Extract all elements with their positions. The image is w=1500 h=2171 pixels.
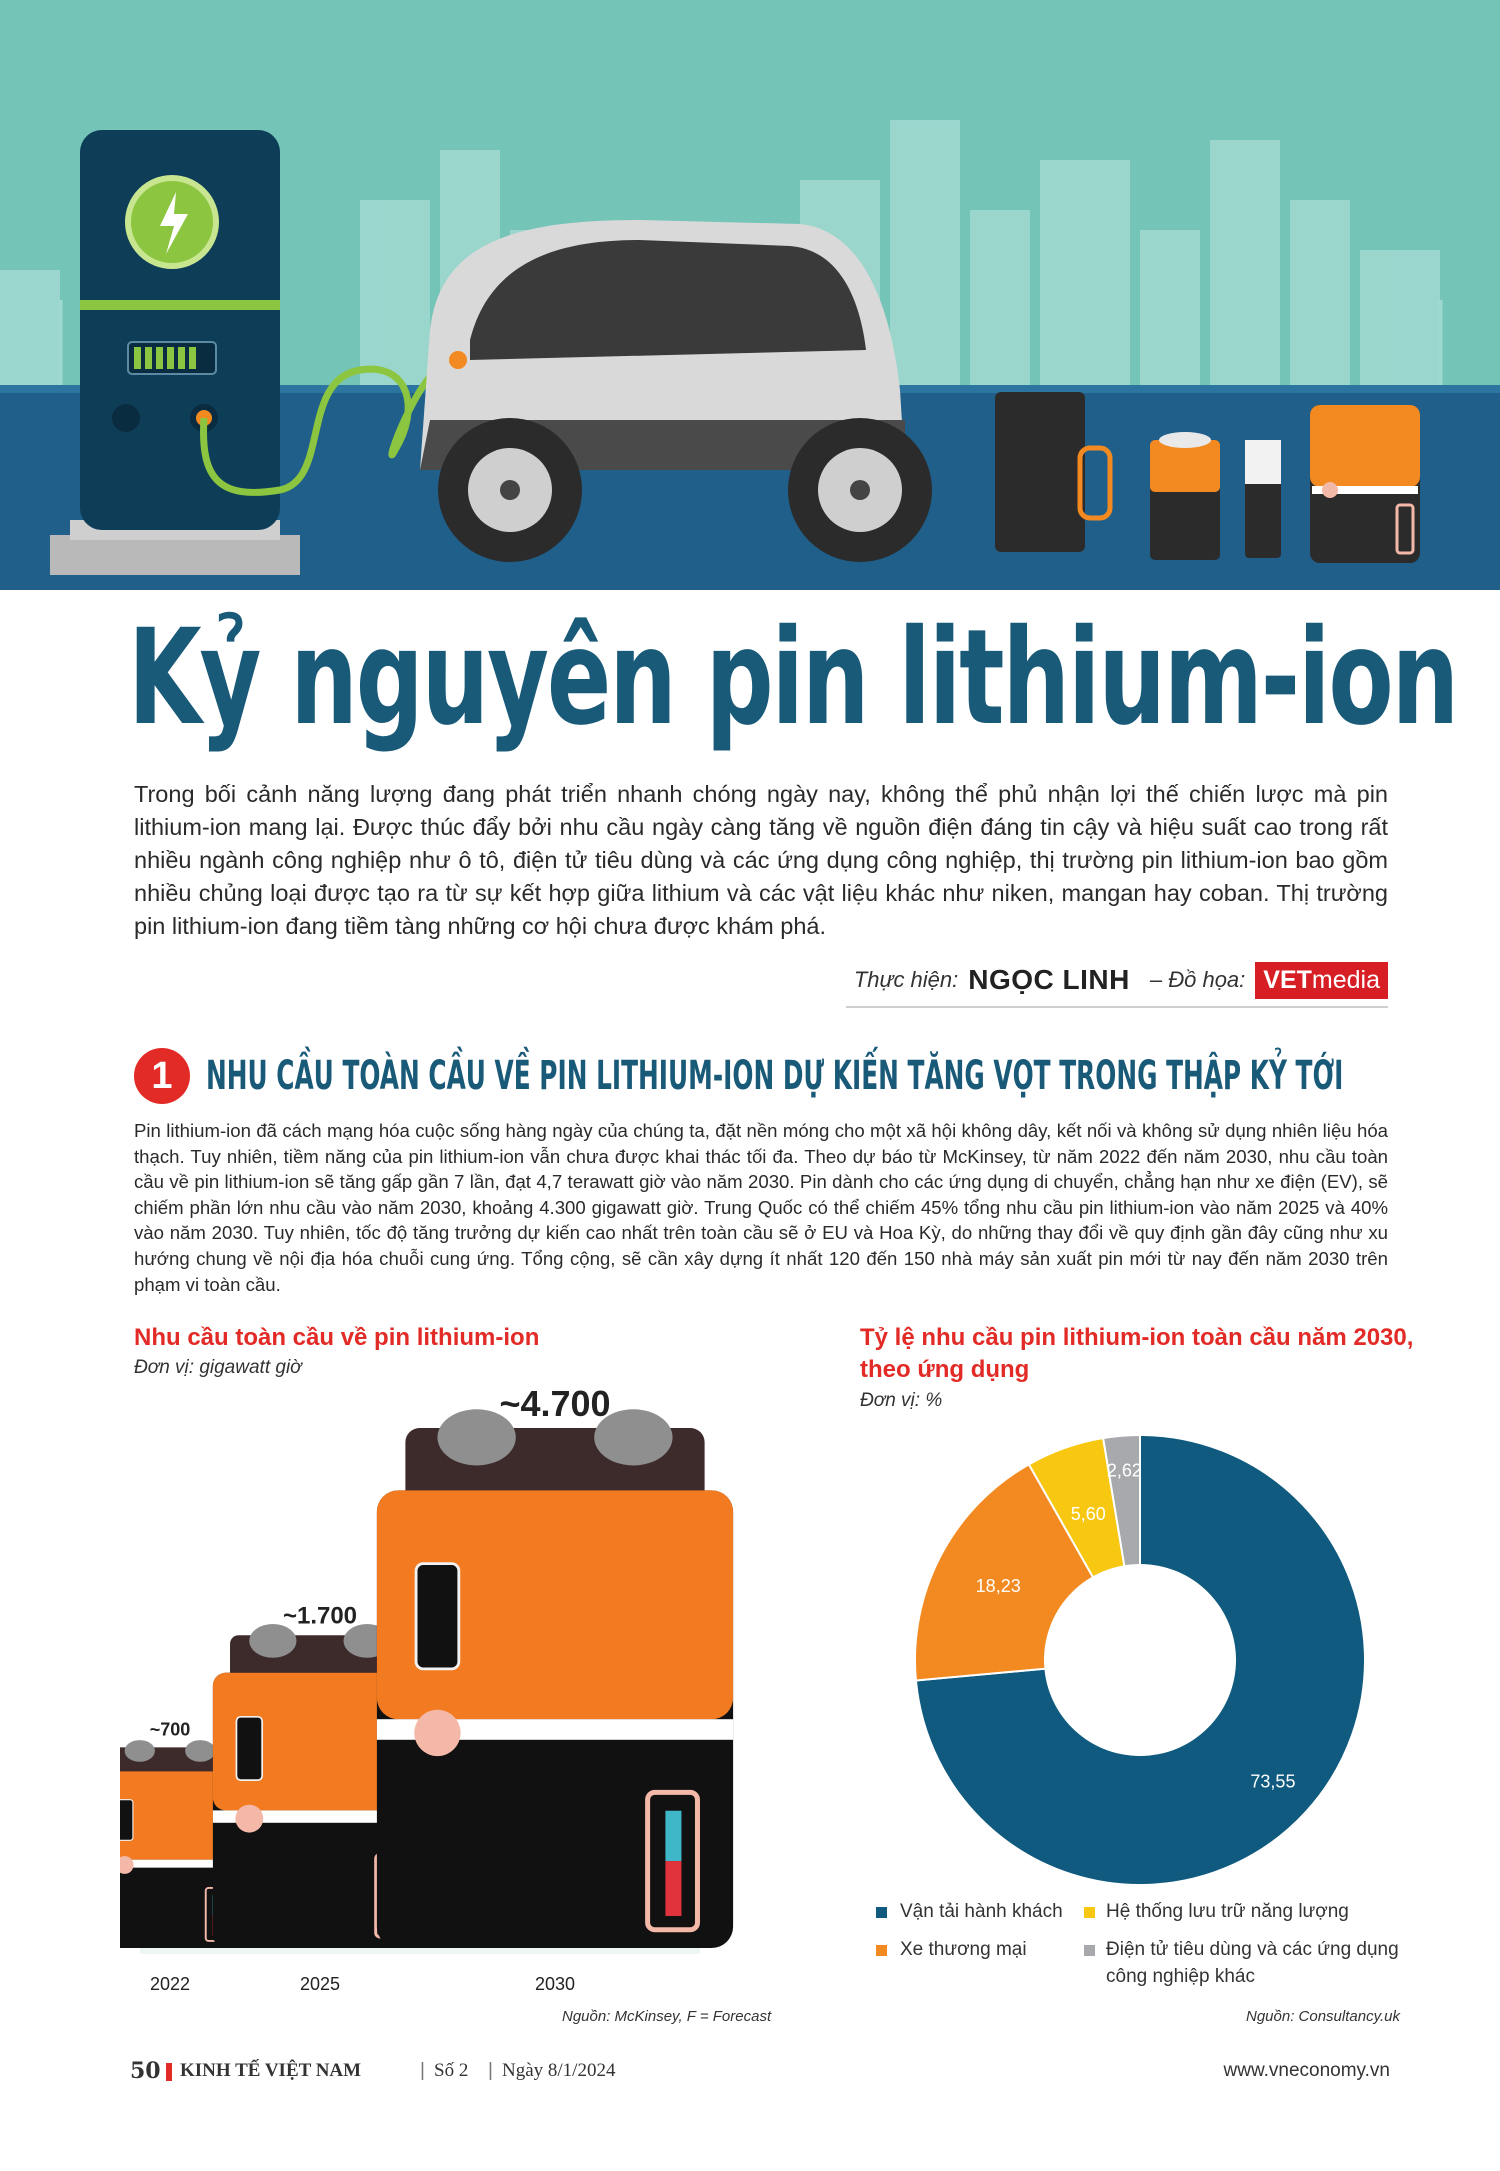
legend-label-electronics-line1: Điện tử tiêu dùng và các ứng dụng [1106, 1939, 1399, 1960]
credits-divider [846, 1006, 1388, 1008]
author-label: Thực hiện: [853, 967, 959, 992]
magazine-name: KINH TẾ VIỆT NAM [180, 2060, 362, 2081]
bar-chart-source: Nguồn: McKinsey, F = Forecast [562, 2008, 772, 2025]
donut-data-label: 2,62 [1106, 1460, 1142, 1481]
legend-label-passenger: Vận tải hành khách [900, 1901, 1063, 1922]
issue-date: Ngày 8/1/2024 [502, 2060, 616, 2081]
credits [854, 958, 1388, 1002]
issue-number: Số 2 [434, 2060, 469, 2081]
bar-category-label: 2022 [149, 1974, 191, 1994]
donut-chart-unit: Đơn vị: % [860, 1390, 943, 1411]
page-title: Kỷ nguyên pin lithium-ion [128, 601, 1458, 755]
donut-chart [900, 1420, 1380, 1900]
bar-data-label: ~1.700 [282, 1602, 358, 1630]
legend-swatch-commercial [876, 1945, 887, 1956]
bar-category-label: 2030 [534, 1974, 576, 1994]
page-number: 50 [130, 2058, 161, 2084]
footer-separator: | [488, 2060, 493, 2081]
donut-data-label: 18,23 [975, 1575, 1021, 1596]
section-number-badge: 1 [134, 1048, 190, 1104]
bar-data-label: ~700 [149, 1719, 191, 1740]
legend-label-commercial: Xe thương mại [900, 1939, 1027, 1960]
footer-separator: | [420, 2060, 425, 2081]
section-title: NHU CẦU TOÀN CẦU VỀ PIN LITHIUM-ION DỰ KIẾN TĂNG VỌT TRONG THẬP KỶ TỚI [206, 1053, 1344, 1099]
author-name: NGỌC LINH [968, 964, 1130, 995]
hero-illustration [0, 0, 1500, 590]
legend-swatch-electronics [1084, 1945, 1095, 1956]
page-footer [130, 2058, 1390, 2088]
vetmedia-logo-light: media [1311, 965, 1380, 994]
bar-battery-2030 [377, 1409, 733, 1948]
donut-data-label: 5,60 [1070, 1503, 1106, 1524]
legend-swatch-storage [1084, 1907, 1095, 1918]
section-body: Pin lithium-ion đã cách mạng hóa cuộc sống hàng ngày của chúng ta, đặt nền móng cho một xã hội không dây, kết nối và không sử dụng nhiên liệu hóa thạch. Tuy nhiên, tiềm năng của pin lithium-ion vẫn chưa được khai thác tối đa. Theo dự báo từ McKinsey, từ năm 2022 đến năm 2030, nhu cầu toàn cầu về pin lithium-ion sẽ tăng gấp gần 7 lần, đạt 4,7 terawatt giờ vào năm 2030. Pin dành cho các ứng dụng di chuyển, chẳng hạn như xe điện (EV), sẽ chiếm phần lớn nhu cầu vào năm 2030, khoảng 4.300 gigawatt giờ. Trung Quốc có thể chiếm 45% tổng nhu cầu pin lithium-ion vào năm 2025 và 40% vào năm 2030. Tuy nhiên, tốc độ tăng trưởng dự kiến cao nhất trên toàn cầu sẽ ở EU và Hoa Kỳ, do những thay đổi về quy định gần đây cũng như xu hướng chung về nội địa hóa chuỗi cung ứng. Tổng cộng, sẽ cần xây dựng ít nhất 120 đến 150 nhà máy sản xuất pin mới từ nay đến năm 2030 trên phạm vi toàn cầu. [134, 1120, 1388, 1295]
bar-chart-title: Nhu cầu toàn cầu về pin lithium-ion [134, 1324, 540, 1351]
bar-category-label: 2025 [299, 1974, 341, 1994]
bar-data-label: ~4.700 [499, 1383, 611, 1424]
donut-chart-source: Nguồn: Consultancy.uk [1246, 2008, 1400, 2025]
donut-chart-title-line2: theo ứng dụng [860, 1356, 1030, 1383]
legend-label-electronics-line2: công nghiệp khác [1106, 1966, 1255, 1987]
legend-label-storage: Hệ thống lưu trữ năng lượng [1106, 1901, 1349, 1922]
graphics-label: – Đồ họa: [1149, 967, 1246, 992]
bar-chart [120, 1380, 800, 2000]
intro-paragraph: Trong bối cảnh năng lượng đang phát triển nhanh chóng ngày nay, không thể phủ nhận lợi thế chiến lược mà pin lithium-ion mang lại. Được thúc đẩy bởi nhu cầu ngày càng tăng về nguồn điện đáng tin cậy và hiệu suất cao trong rất nhiều ngành công nghiệp như ô tô, điện tử tiêu dùng và các ứng dụng công nghiệp, thị trường pin lithium-ion bao gồm nhiều chủng loại được tạo ra từ sự kết hợp giữa lithium và các vật liệu khác như niken, mangan hay coban. Thị trường pin lithium-ion đang tiềm tàng những cơ hội chưa được khám phá. [134, 781, 1388, 939]
donut-chart-title-line1: Tỷ lệ nhu cầu pin lithium-ion toàn cầu năm 2030, [860, 1324, 1414, 1351]
donut-data-label: 73,55 [1250, 1771, 1296, 1792]
vetmedia-logo [1255, 962, 1388, 999]
bar-chart-unit: Đơn vị: gigawatt giờ [134, 1357, 302, 1378]
legend-swatch-passenger [876, 1907, 887, 1918]
footer-accent-bar [166, 2063, 172, 2081]
website-link[interactable]: www.vneconomy.vn [1223, 2060, 1390, 2081]
vetmedia-logo-bold: VET [1263, 965, 1312, 994]
